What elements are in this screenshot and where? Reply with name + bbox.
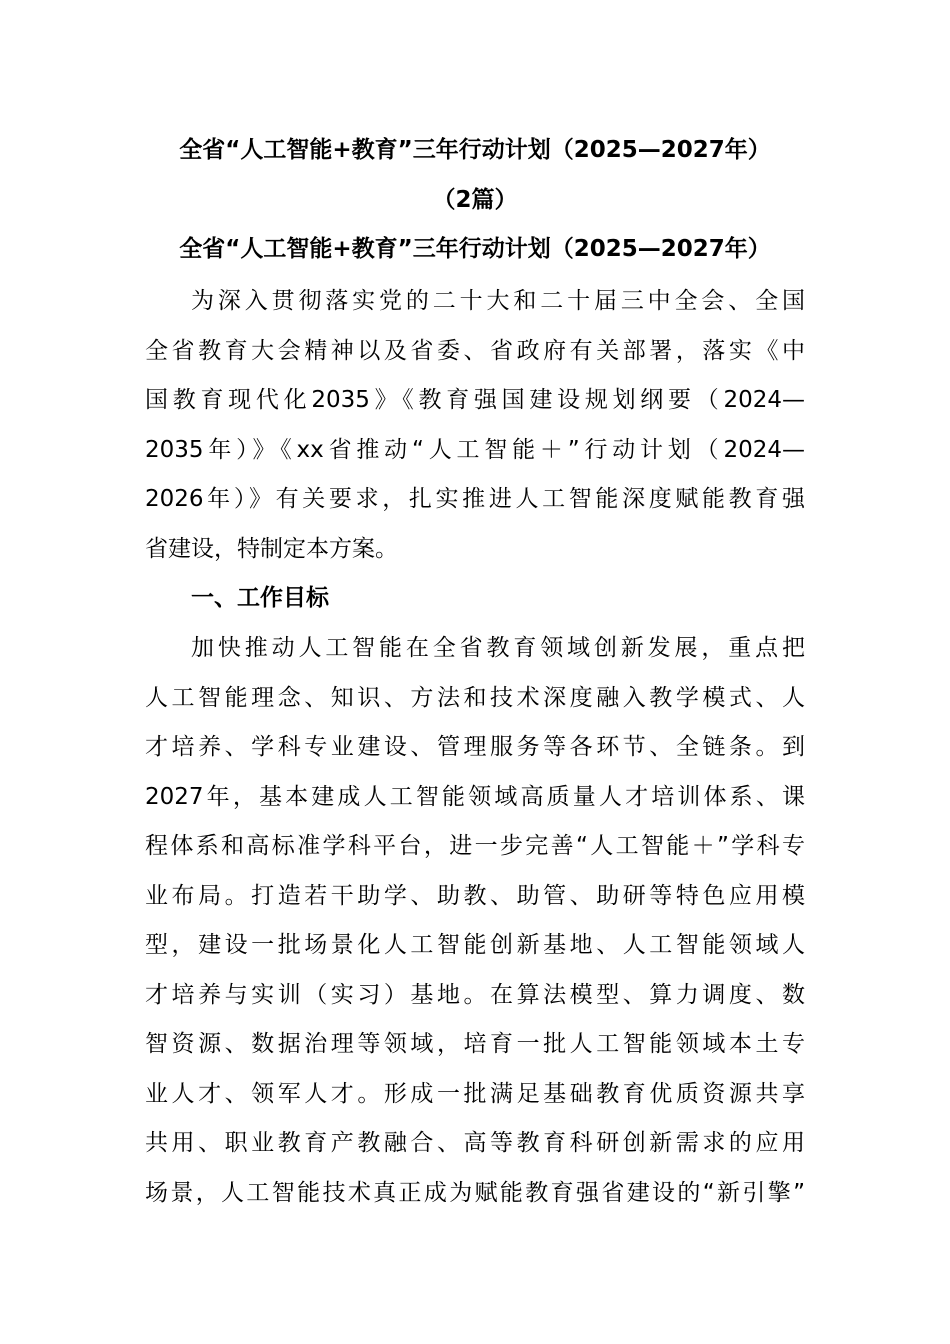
paragraph-line: 才培养、学科专业建设、管理服务等各环节、全链条。到 — [145, 734, 805, 760]
paragraph-line: 业布局。打造若干助学、助教、助管、助研等特色应用模 — [145, 882, 805, 909]
section-document-title: 全省“人工智能+教育”三年行动计划（2025—2027年） — [179, 236, 771, 262]
section-heading-work-goals: 一、工作目标 — [191, 585, 329, 611]
paragraph-line: 人工智能理念、知识、方法和技术深度融入教学模式、人 — [145, 684, 805, 711]
paragraph-line: 2027年，基本建成人工智能领域高质量人才培训体系、课 — [145, 783, 805, 810]
paragraph-line: 全省教育大会精神以及省委、省政府有关部署，落实《中 — [145, 337, 805, 364]
paragraph-line: 型，建设一批场景化人工智能创新基地、人工智能领域人 — [145, 932, 805, 958]
paragraph-line: 为深入贯彻落实党的二十大和二十届三中全会、全国 — [191, 288, 805, 314]
paragraph-line: 2035年）》《xx省推动“人工智能＋”行动计划（2024— — [145, 436, 805, 463]
work-goals-paragraph — [145, 624, 805, 1218]
document-subtitle-count: （2篇） — [432, 187, 518, 213]
paragraph-line: 国教育现代化2035》《教育强国建设规划纲要（2024— — [145, 387, 805, 413]
paragraph-line: 业人才、领军人才。形成一批满足基础教育优质资源共享 — [145, 1080, 805, 1107]
paragraph-line: 共用、职业教育产教融合、高等教育科研创新需求的应用 — [145, 1130, 805, 1156]
paragraph-line: 场景，人工智能技术真正成为赋能教育强省建设的“新引擎” — [145, 1179, 805, 1206]
paragraph-line: 智资源、数据治理等领域，培育一批人工智能领域本土专 — [145, 1031, 805, 1057]
paragraph-line: 才培养与实训（实习）基地。在算法模型、算力调度、数 — [145, 981, 805, 1008]
document-title: 全省“人工智能+教育”三年行动计划（2025—2027年） — [179, 137, 771, 163]
intro-paragraph — [145, 277, 805, 574]
paragraph-line: 程体系和高标准学科平台，进一步完善“人工智能＋”学科专 — [145, 833, 805, 859]
paragraph-line: 加快推动人工智能在全省教育领域创新发展，重点把 — [191, 635, 805, 661]
paragraph-line: 省建设，特制定本方案。 — [145, 535, 398, 562]
paragraph-line: 2026年）》有关要求，扎实推进人工智能深度赋能教育强 — [145, 486, 805, 512]
